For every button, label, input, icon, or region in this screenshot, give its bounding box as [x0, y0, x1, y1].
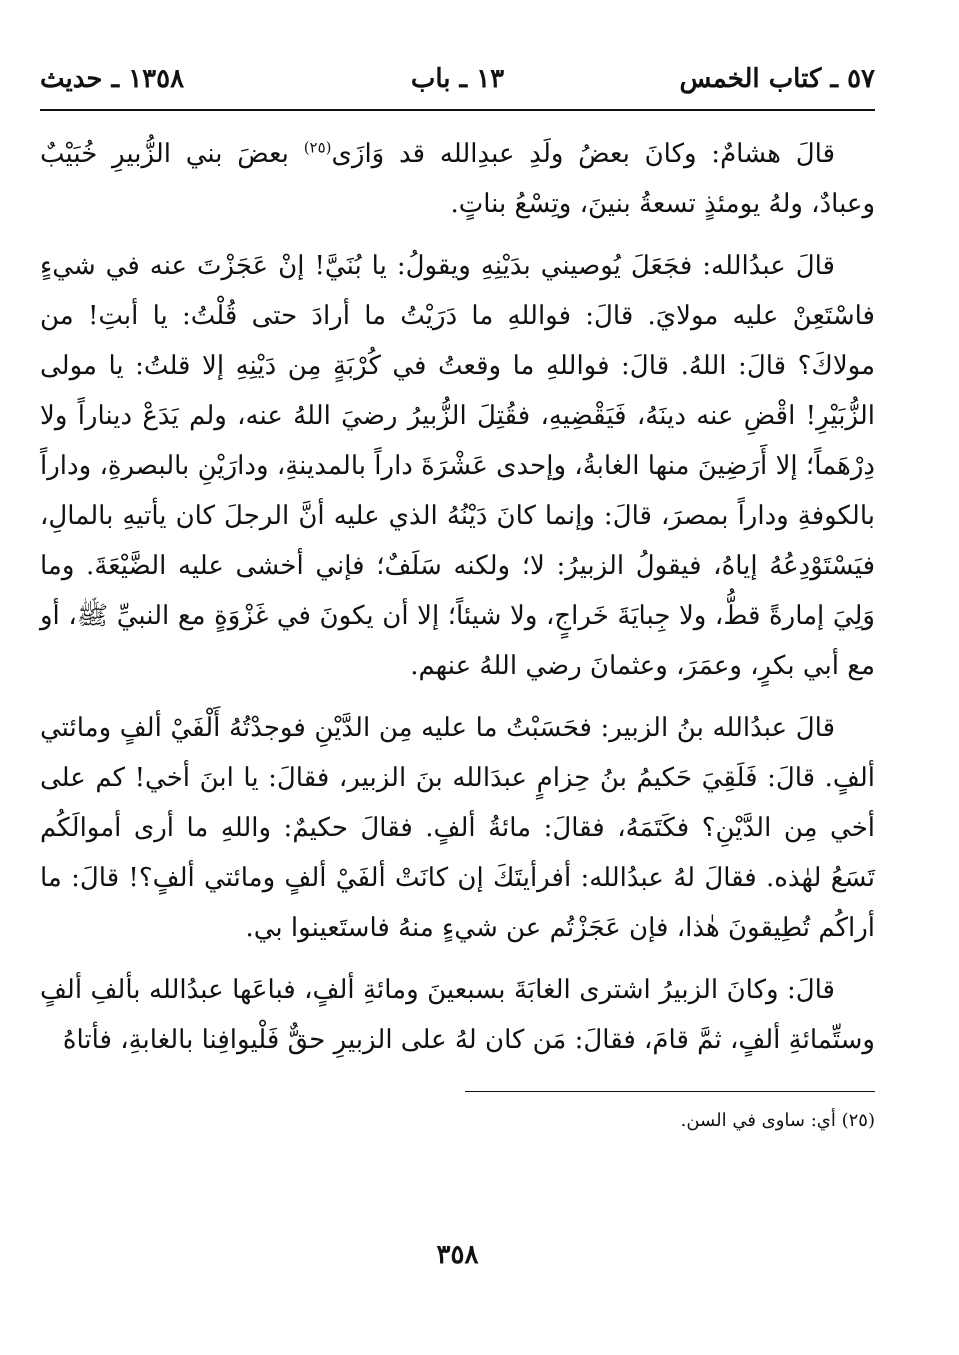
- footnote-marker: (٢٥): [303, 138, 332, 157]
- footnote-rule: [465, 1091, 875, 1092]
- header-rule: [40, 109, 875, 111]
- footnote-text: (٢٥) أي: ساوى في السن.: [680, 1110, 875, 1131]
- book-title: ٥٧ ـ كتاب الخمس: [679, 64, 875, 94]
- paragraph-2: قالَ عبدُالله: فجَعَلَ يُوصيني بدَيْنِهِ ويقولُ: يا بُنَيَّ! إنْ عَجَزْتَ عنه في شيءٍ فاسْتَعِنْ عليه مولايَ. قالَ: فواللهِ ما دَرَيْتُ ما أرادَ حتى قُلْتُ: يا أبتِ! من مولاكَ؟ قالَ: اللهُ. قالَ: فواللهِ ما وقعتُ في كُرْبَةٍ مِن دَيْنِهِ إلا قلتُ: يا مولى الزُّبَيْرِ! اقْضِ عنه دينَهُ، فَيَقْضِيهِ، فقُتِلَ الزُّبيرُ رضيَ اللهُ عنه، ولم يَدَعْ ديناراً ولا دِرْهَماً؛ إلا أَرَضِينَ منها الغابةُ، وإحدى عَشْرَةَ داراً بالمدينةِ، ودارَيْنِ بالبصرةِ، وداراً بالكوفةِ وداراً بمصرَ، قالَ: وإنما كانَ دَيْنُهُ الذي عليه أنَّ الرجلَ كان يأتيهِ بالمالِ، فيَسْتَوْدِعُهُ إياهُ، فيقولُ الزبيرُ: لا؛ ولكنه سَلَفٌ؛ فإني أخشى عليه الضَّيْعَةَ. وما وَلِيَ إمارةً قطُّ، ولا جِبايَةَ خَراجٍ، ولا شيئاً؛ إلا أن يكونَ في غَزْوَةٍ مع النبيِّ ﷺ، أو مع أبي بكرٍ، وعمَرَ، وعثمانَ رضي اللهُ عنهم.: [40, 251, 876, 681]
- book-page: [40, 55, 875, 1335]
- paragraph-1-start: قالَ هشامٌ: وكانَ بعضُ ولَدِ عبدِالله قد وَازَى: [331, 139, 835, 169]
- main-text: [40, 129, 875, 1065]
- paragraph-1-end: بعضَ بني الزُّبيرِ خُبَيْبٌ وعبادٌ، ولهُ يومئذٍ تسعةُ بنينَ، وتِسْعُ بناتٍ.: [40, 139, 875, 219]
- chapter-title: ١٣ ـ باب: [410, 64, 505, 94]
- paragraph-1: [40, 129, 875, 229]
- page-number: ٣٥٨: [436, 1240, 479, 1270]
- running-header: [40, 55, 875, 103]
- paragraph-4: قالَ: وكانَ الزبيرُ اشترى الغابَةَ بسبعينَ ومائةِ ألفٍ، فباعَها عبدُالله بألفِ ألفٍ وستِّمائةِ ألفٍ، ثمَّ قامَ، فقالَ: مَن كان لهُ على الزبيرِ حقٌّ فَلْيوافِنا بالغابةِ، فأتاهُ: [40, 975, 875, 1055]
- paragraph-3: قالَ عبدُالله بنُ الزبير: فحَسَبْتُ ما عليه مِن الدَّيْنِ فوجدْتُهُ أَلْفَيْ ألفٍ ومائتي ألفٍ. قالَ: فَلَقِيَ حَكيمُ بنُ حِزامٍ عبدَالله بنَ الزبير، فقالَ: يا ابنَ أخي! كم على أخي مِن الدَّيْنِ؟ فكَتَمَهُ، فقالَ: مائةُ ألفٍ. فقالَ حكيمٌ: واللهِ ما أرى أموالَكُم تَسَعُ لهٰذه. فقالَ لهُ عبدُالله: أفرأيتَكَ إن كانَتْ ألفَيْ ألفٍ ومائتي ألفٍ؟! قالَ: ما أراكُم تُطِيقونَ هٰذا، فإن عَجَزْتُم عن شيءٍ منهُ فاستَعينوا بي.: [40, 713, 875, 943]
- hadith-number: ١٣٥٨ ـ حديث: [40, 64, 185, 94]
